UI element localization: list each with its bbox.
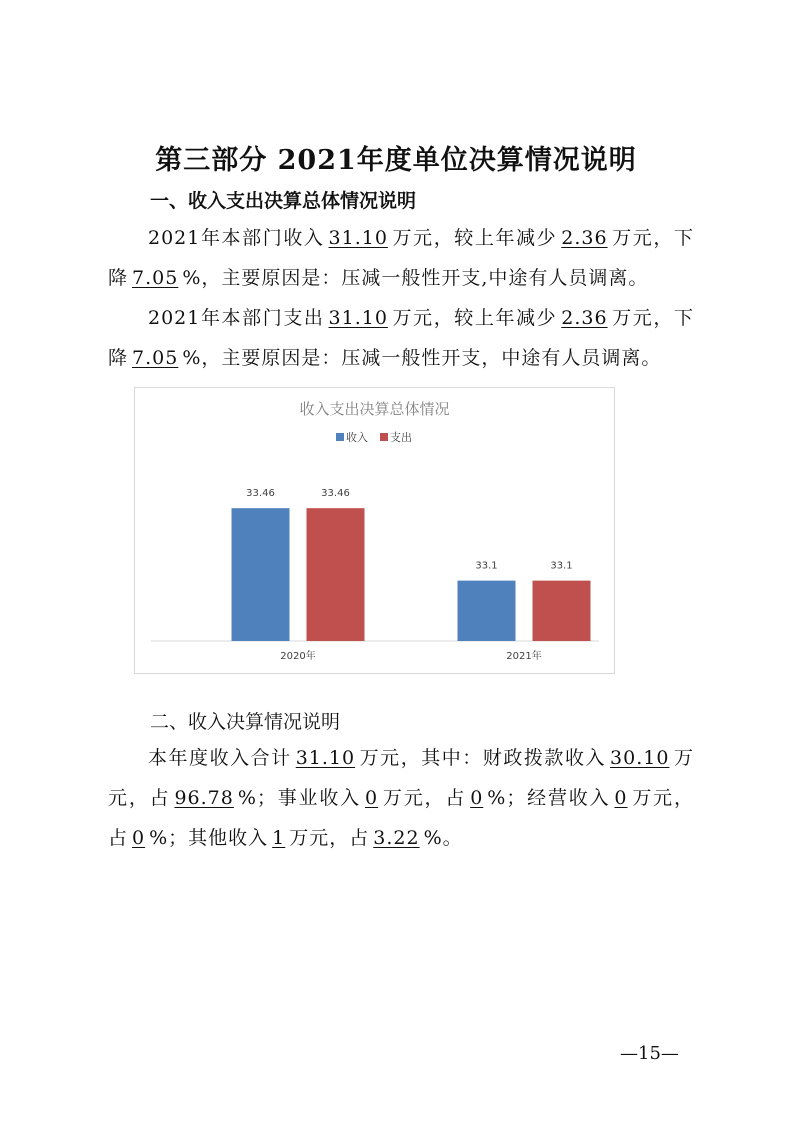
section-heading-income: 二、收入决算情况说明 xyxy=(150,711,341,733)
x-tick-label-1: 2021年 xyxy=(506,651,542,662)
operating-income-value: 0 xyxy=(614,787,628,809)
income-breakdown-paragraph xyxy=(108,738,694,858)
bar-收入-1 xyxy=(458,581,516,641)
x-tick-label-0: 2020年 xyxy=(280,651,316,662)
text-operating-share: 万元，占 xyxy=(108,787,694,849)
expense-prefix: 2021年本部门支出 xyxy=(148,307,325,329)
text-operating-label: %；经营收入 xyxy=(487,787,611,809)
data-label-收入-1: 33.1 xyxy=(475,560,498,572)
data-label-支出-0: 33.46 xyxy=(321,488,350,500)
operating-income-percent: 0 xyxy=(132,827,146,849)
text-business-share: 万元，占 xyxy=(382,787,467,809)
legend-swatch-1 xyxy=(380,433,388,441)
income-decrease: 2.36 xyxy=(561,227,608,249)
text-fiscal-label: 万元，其中：财政拨款收入 xyxy=(359,747,607,769)
income-expense-chart xyxy=(134,387,615,674)
page-number: —15— xyxy=(620,1043,679,1064)
expense-paragraph xyxy=(108,298,694,378)
income-suffix: %，主要原因是：压减一般性开支,中途有人员调离。 xyxy=(182,267,649,289)
text-fiscal-share: 万元，占 xyxy=(108,747,694,809)
text-end: %。 xyxy=(423,827,463,849)
text-business-label: %；事业收入 xyxy=(237,787,361,809)
other-income-value: 1 xyxy=(272,827,286,849)
legend-swatch-0 xyxy=(336,433,344,441)
chart-title: 收入支出决算总体情况 xyxy=(299,400,450,418)
legend-label-1: 支出 xyxy=(390,431,412,444)
expense-amount: 31.10 xyxy=(328,307,388,329)
text-total-label: 本年度收入合计 xyxy=(148,747,292,769)
income-percent: 7.05 xyxy=(132,267,179,289)
income-paragraph xyxy=(108,218,694,298)
page-title: 第三部分 2021年度单位决算情况说明 xyxy=(155,145,637,176)
chart-svg xyxy=(135,388,614,673)
total-income-value: 31.10 xyxy=(295,747,356,769)
data-label-收入-0: 33.46 xyxy=(246,488,275,500)
expense-unit: 万元，下降 xyxy=(108,307,694,369)
income-unit: 万元，下降 xyxy=(108,227,694,289)
bar-收入-0 xyxy=(232,508,290,641)
fiscal-income-percent: 96.78 xyxy=(174,787,234,809)
expense-mid: 万元，较上年减少 xyxy=(391,307,558,329)
expense-suffix: %，主要原因是：压减一般性开支，中途有人员调离。 xyxy=(182,347,662,369)
business-income-percent: 0 xyxy=(470,787,484,809)
fiscal-income-value: 30.10 xyxy=(610,747,670,769)
section-heading-overall: 一、收入支出决算总体情况说明 xyxy=(150,190,417,212)
income-amount: 31.10 xyxy=(328,227,388,249)
legend-label-0: 收入 xyxy=(346,431,368,444)
bar-支出-0 xyxy=(307,508,365,641)
income-mid: 万元，较上年减少 xyxy=(391,227,558,249)
text-other-share: 万元，占 xyxy=(289,827,370,849)
income-prefix: 2021年本部门收入 xyxy=(148,227,325,249)
expense-decrease: 2.36 xyxy=(561,307,608,329)
text-other-label: %；其他收入 xyxy=(149,827,269,849)
other-income-percent: 3.22 xyxy=(373,827,420,849)
expense-percent: 7.05 xyxy=(132,347,179,369)
data-label-支出-1: 33.1 xyxy=(550,560,573,572)
business-income-value: 0 xyxy=(365,787,379,809)
bar-支出-1 xyxy=(533,581,591,641)
